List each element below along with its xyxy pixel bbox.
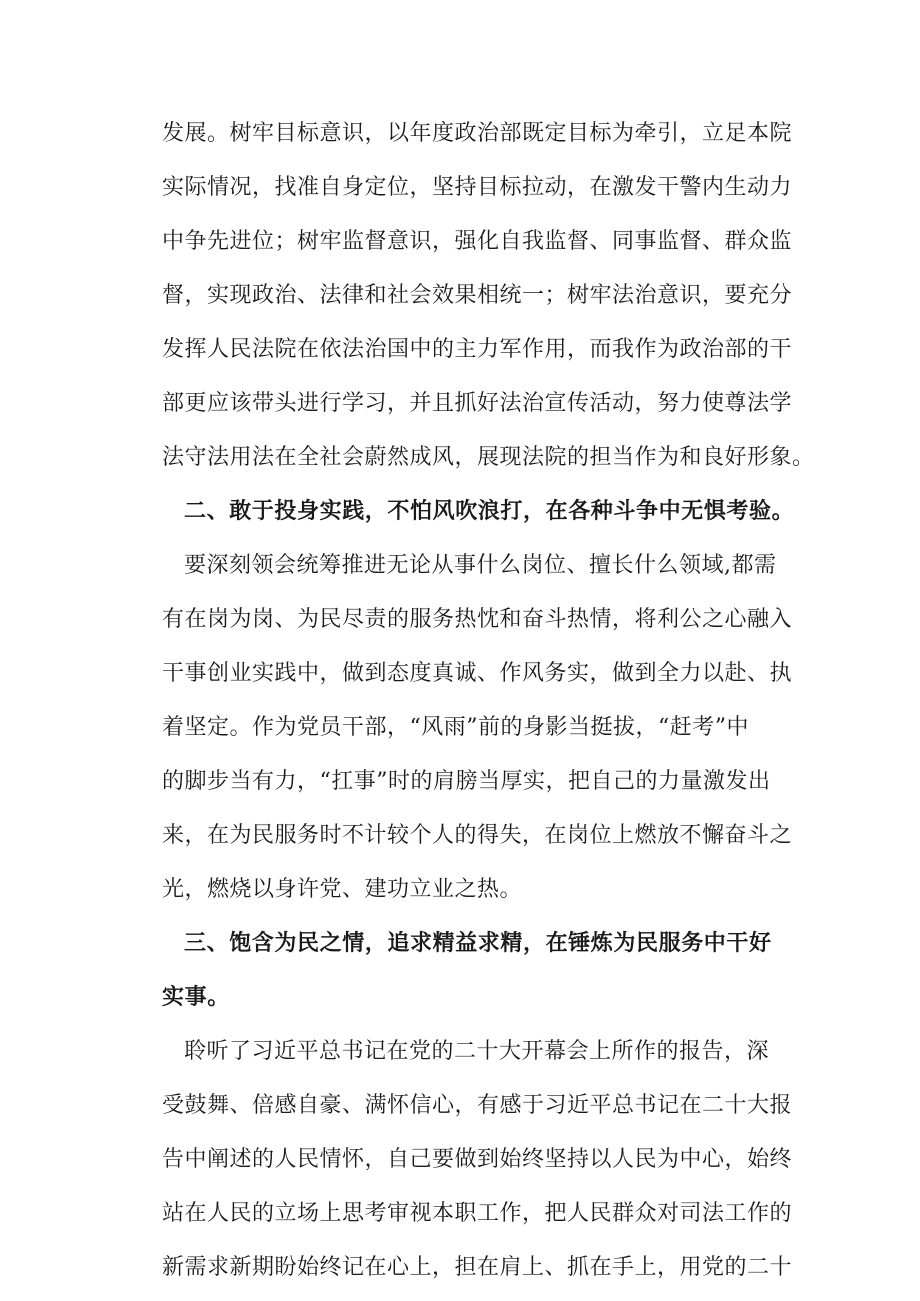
paragraph-1-line: 发展。树牢目标意识，以年度政治部既定目标为牵引，立足本院 [162, 121, 793, 146]
paragraph-1-line: 法守法用法在全社会蔚然成风，展现法院的担当作为和良好形象。 [162, 445, 815, 470]
paragraph-2-line: 干事创业实践中，做到态度真诚、作风务实，做到全力以赴、执 [162, 661, 793, 686]
section-heading-3: 三、饱含为民之情，追求精益求精，在锤炼为民服务中干好 [184, 931, 772, 956]
paragraph-3-line: 告中阐述的人民情怀，自己要做到始终坚持以人民为中心，始终 [162, 1147, 793, 1172]
paragraph-1-line: 实际情况，找准自身定位，坚持目标拉动，在激发干警内生动力 [162, 175, 793, 200]
paragraph-2-line: 有在岗为岗、为民尽责的服务热忱和奋斗热情，将利公之心融入 [162, 607, 793, 632]
paragraph-2-line: 的脚步当有力，“扛事”时的肩膀当厚实，把自己的力量激发出 [162, 769, 771, 794]
paragraph-2-line: 着坚定。作为党员干部，“风雨”前的身影当挺拔，“赶考”中 [162, 715, 749, 740]
paragraph-1-line: 部更应该带头进行学习，并且抓好法治宣传活动，努力使尊法学 [162, 391, 793, 416]
section-heading-3: 实事。 [162, 985, 230, 1010]
paragraph-1-line: 督，实现政治、法律和社会效果相统一；树牢法治意识，要充分 [162, 283, 793, 308]
paragraph-3-line: 站在人民的立场上思考审视本职工作，把人民群众对司法工作的 [162, 1201, 793, 1226]
paragraph-3-line: 受鼓舞、倍感自豪、满怀信心，有感于习近平总书记在二十大报 [162, 1093, 793, 1118]
paragraph-1-line: 中争先进位；树牢监督意识，强化自我监督、同事监督、群众监 [162, 229, 793, 254]
paragraph-2-line: 来，在为民服务时不计较个人的得失，在岗位上燃放不懈奋斗之 [162, 823, 793, 848]
section-heading-2: 二、敢于投身实践，不怕风吹浪打，在各种斗争中无惧考验。 [184, 499, 795, 524]
paragraph-3-line: 聆听了习近平总书记在党的二十大开幕会上所作的报告，深 [184, 1039, 770, 1064]
paragraph-1-line: 发挥人民法院在依法治国中的主力军作用，而我作为政治部的干 [162, 337, 793, 362]
paragraph-3-line: 新需求新期盼始终记在心上，担在肩上、抓在手上，用党的二十 [162, 1255, 793, 1280]
paragraph-2-line: 要深刻领会统筹推进无论从事什么岗位、擅长什么领域,都需 [184, 553, 777, 578]
paragraph-2-line: 光，燃烧以身许党、建功立业之热。 [162, 877, 523, 902]
